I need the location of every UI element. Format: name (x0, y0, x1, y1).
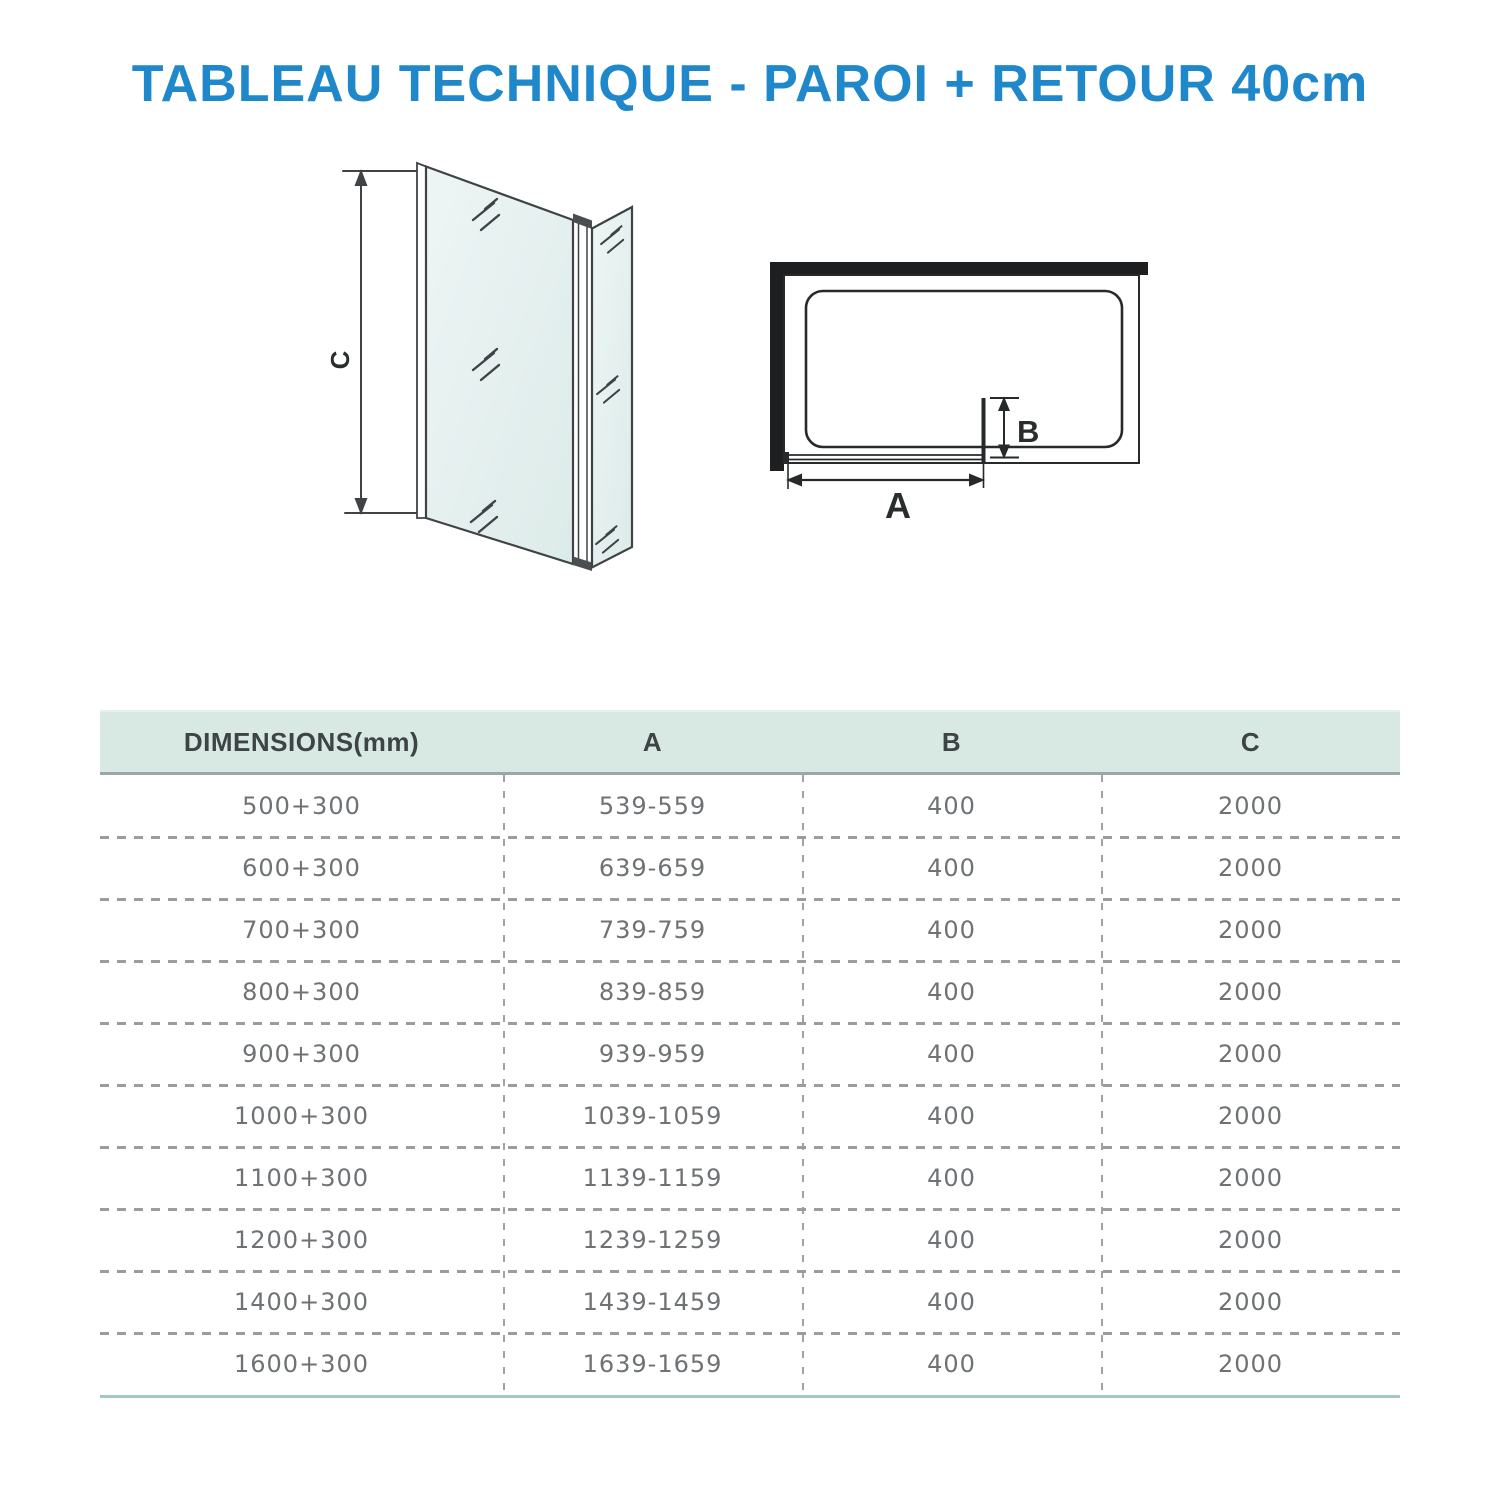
table-cell: 539-559 (598, 792, 707, 820)
page-title: TABLEAU TECHNIQUE - PAROI + RETOUR 40cm (131, 55, 1369, 113)
table-cell: 900+300 (242, 1040, 361, 1068)
table-row (100, 1209, 1400, 1271)
dimensions-table (100, 710, 1400, 1398)
table-cell: 400 (927, 1350, 976, 1378)
table-cell: 2000 (1217, 1102, 1284, 1130)
table-row (100, 1333, 1400, 1395)
table-cell: 1200+300 (234, 1226, 369, 1254)
table-cell: 400 (927, 1040, 976, 1068)
table-row (100, 961, 1400, 1023)
table-cell: 2000 (1217, 1226, 1284, 1254)
table-cell: 400 (927, 916, 976, 944)
table-cell: 839-859 (598, 978, 707, 1006)
table-row (100, 1023, 1400, 1085)
table-cell: 1639-1659 (582, 1350, 723, 1378)
dimension-c-label: C (325, 350, 355, 370)
height-dimension-arrow (343, 169, 422, 515)
table-cell: 1600+300 (234, 1350, 369, 1378)
wall-profile (417, 163, 426, 518)
table-cell: 1439-1459 (582, 1288, 723, 1316)
table-header-row (100, 710, 1400, 775)
table-body (100, 775, 1400, 1398)
header-a: A (642, 726, 663, 757)
table-cell: 1239-1259 (582, 1226, 723, 1254)
wall-top (770, 262, 1148, 275)
table-cell: 400 (927, 1226, 976, 1254)
dimension-b-label: B (1017, 414, 1040, 449)
table-cell: 1100+300 (234, 1164, 369, 1192)
table-cell: 1139-1159 (582, 1164, 723, 1192)
table-cell: 800+300 (242, 978, 361, 1006)
table-cell: 939-959 (598, 1040, 707, 1068)
table-row (100, 1085, 1400, 1147)
header-b: B (941, 726, 962, 757)
tray-inner-outline (806, 291, 1122, 447)
table-cell: 400 (927, 978, 976, 1006)
return-glass-panel (592, 207, 632, 568)
table-cell: 2000 (1217, 978, 1284, 1006)
table-cell: 400 (927, 1102, 976, 1130)
table-cell: 400 (927, 792, 976, 820)
table-row (100, 1147, 1400, 1209)
table-cell: 2000 (1217, 1350, 1284, 1378)
table-cell: 1039-1059 (582, 1102, 723, 1130)
table-cell: 1400+300 (234, 1288, 369, 1316)
table-cell: 1000+300 (234, 1102, 369, 1130)
table-cell: 600+300 (242, 854, 361, 882)
dimension-a-label: A (885, 485, 911, 526)
front-view-diagram (300, 150, 700, 590)
table-cell: 700+300 (242, 916, 361, 944)
table-cell: 2000 (1217, 1288, 1284, 1316)
hinge-profile (573, 214, 592, 572)
table-row (100, 775, 1400, 837)
table-row (100, 1271, 1400, 1333)
table-cell: 400 (927, 1288, 976, 1316)
table-row (100, 899, 1400, 961)
table-cell: 2000 (1217, 916, 1284, 944)
header-c: C (1240, 726, 1261, 757)
table-cell: 400 (927, 1164, 976, 1192)
table-cell: 400 (927, 854, 976, 882)
top-view-diagram (740, 230, 1200, 530)
table-cell: 739-759 (598, 916, 707, 944)
header-dimensions: DIMENSIONS(mm) (183, 726, 420, 757)
table-cell: 639-659 (598, 854, 707, 882)
table-row (100, 837, 1400, 899)
table-cell: 2000 (1217, 1164, 1284, 1192)
wall-left (770, 267, 784, 471)
table-cell: 2000 (1217, 792, 1284, 820)
table-cell: 500+300 (242, 792, 361, 820)
table-cell: 2000 (1217, 854, 1284, 882)
table-cell: 2000 (1217, 1040, 1284, 1068)
